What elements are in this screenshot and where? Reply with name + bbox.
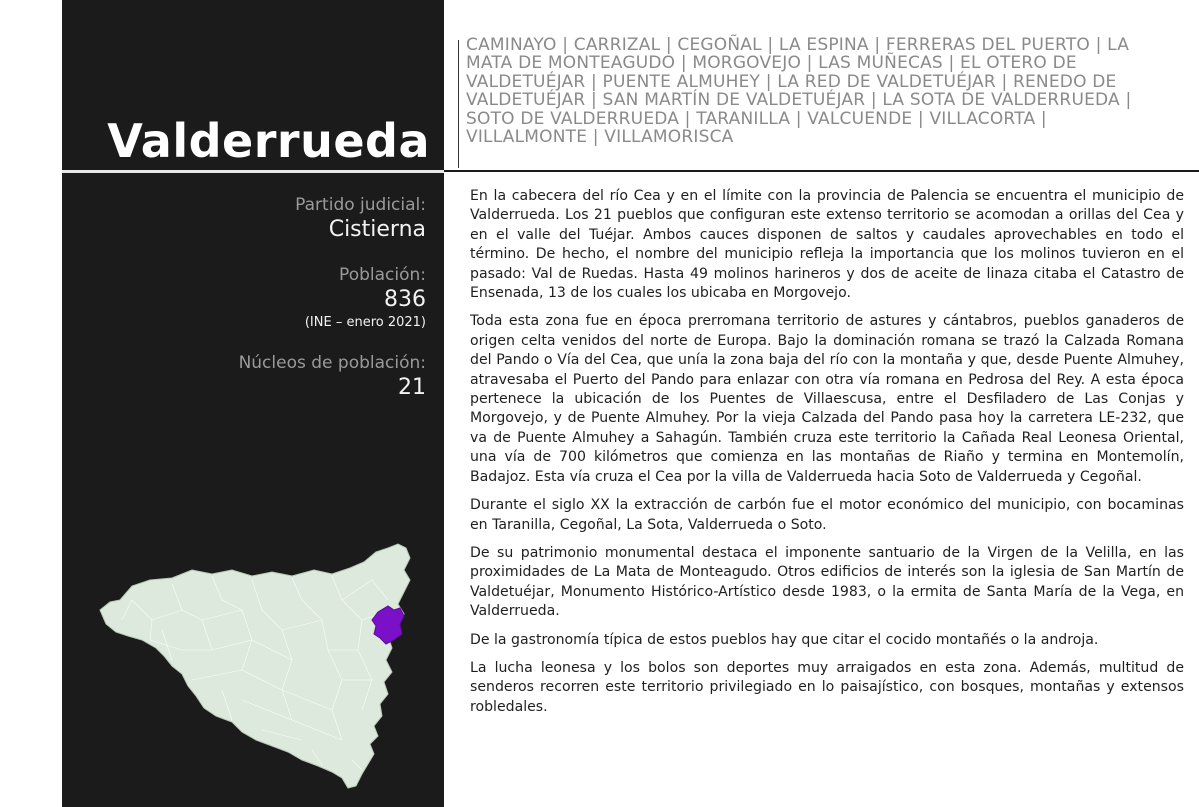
paragraph: La lucha leonesa y los bolos son deportes muy arraigados en esta zona. Además, multitud de senderos recorren este territorio privilegiado en lo paisajístico, con bosques, montañas y extensos robledales. bbox=[470, 659, 1184, 715]
poblacion-label: Población: bbox=[339, 265, 426, 285]
sidebar-panel bbox=[62, 0, 444, 807]
body-text bbox=[470, 187, 1184, 726]
title-divider bbox=[62, 170, 444, 173]
page-title: Valderrueda bbox=[107, 114, 430, 168]
paragraph: De su patrimonio monumental destaca el imponente santuario de la Virgen de la Velilla, en las proximidades de La Mata de Monteagudo. Otros edificios de interés son la iglesia de San Martín de Valdetuéjar, Monumento Histórico-Artístico desde 1983, o la ermita de Santa María de la Vega, en Valderrueda. bbox=[470, 544, 1184, 620]
paragraph: Durante el siglo XX la extracción de carbón fue el motor económico del municipio, con bocaminas en Taranilla, Cegoñal, La Sota, Valderrueda o Soto. bbox=[470, 497, 1184, 533]
header-divider bbox=[444, 170, 1199, 172]
nucleos-label: Núcleos de población: bbox=[238, 353, 426, 373]
nucleos-value: 21 bbox=[398, 375, 426, 400]
title-box bbox=[62, 0, 444, 170]
town-list: CAMINAYO | CARRIZAL | CEGOÑAL | LA ESPINA | FERRERAS DEL PUERTO | LA MATA DE MONTEAGUDO | MORGOVEJO | LAS MUÑECAS | EL OTERO DE VALDETUÉJAR | PUENTE ALMUHEY | LA RED DE VALDETUÉJAR | RENEDO DE VALDETUÉJAR | SAN MARTÍN DE VALDETUÉJAR | LA SOTA DE VALDERRUEDA | SOTO DE VALDERRUEDA | TARANILLA | VALCUENDE | VILLACORTA | VILLALMONTE | VILLAMORISCA bbox=[466, 35, 1132, 148]
poblacion-note: (INE – enero 2021) bbox=[304, 315, 426, 330]
partido-label: Partido judicial: bbox=[295, 195, 426, 215]
partido-value: Cistierna bbox=[328, 217, 426, 242]
province-map-icon bbox=[92, 540, 422, 792]
poblacion-value: 836 bbox=[384, 287, 426, 312]
paragraph: De la gastronomía típica de estos pueblos hay que citar el cocido montañés o la androja. bbox=[470, 631, 1099, 648]
header-vertical-rule bbox=[458, 40, 459, 168]
info-block bbox=[86, 194, 426, 402]
paragraph: En la cabecera del río Cea y en el límite con la provincia de Palencia se encuentra el municipio de Valderrueda. Los 21 pueblos que configuran este extenso territorio se acomodan a orillas del Cea y en el valle del Tuéjar. Ambos cauces disponen de saltos y caudales aprovechables en todo el término. De hecho, el nombre del municipio refleja la importancia que los molinos tuvieron en el pasado: Val de Ruedas. Hasta 49 molinos harineros y dos de aceite de linaza citaba el Catastro de Ensenada, 13 de los cuales los ubicaba en Morgovejo. bbox=[470, 188, 1184, 302]
paragraph: Toda esta zona fue en época prerromana territorio de astures y cántabros, pueblos ganaderos de origen celta venidos del norte de Europa. Bajo la dominación romana se trazó la Calzada Romana del Pando o Vía del Cea, que unía la zona baja del río con la montaña y que, desde Puente Almuhey, atravesaba el Puerto del Pando para enlazar con otra vía romana en Pedrosa del Rey. A esta época pertenece la ubicación de los Puentes de Villaescusa, entre el Desfiladero de Las Conjas y Morgovejo, y de Puente Almuhey. Por la vieja Calzada del Pando pasa hoy la carretera LE-232, que va de Puente Almuhey a Sahagún. También cruza este territorio la Cañada Real Leonesa Oriental, una vía de 700 kilómetros que comienza en las montañas de Riaño y termina en Montemolín, Badajoz. Esta vía cruza el Cea por la villa de Valderrueda hacia Soto de Valderrueda y Cegoñal. bbox=[470, 313, 1184, 485]
province-shape bbox=[100, 544, 410, 788]
